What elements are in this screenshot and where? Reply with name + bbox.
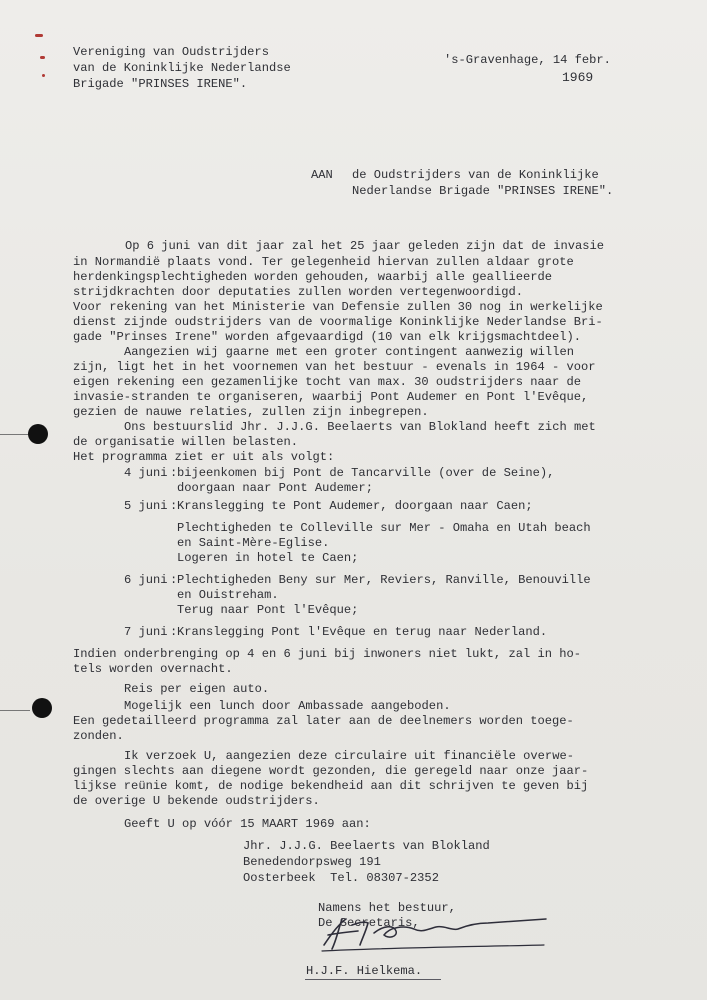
program-item: en Ouistreham. (177, 588, 279, 602)
signoff-line-2: De Secretaris, (318, 916, 420, 930)
body-line: herdenkingsplechtigheden worden gehouden, waarbij alle geallieerde (73, 270, 552, 284)
closing-line: Indien onderbrenging op 4 en 6 juni bij inwoners niet lukt, zal in ho- (73, 647, 582, 661)
program-item: Plechtigheden Beny sur Mer, Reviers, Ranville, Benouville (177, 573, 591, 587)
program-colon: : (170, 466, 178, 480)
program-item: en Saint-Mère-Eglise. (177, 536, 330, 550)
program-item: Terug naar Pont l'Evêque; (177, 603, 359, 617)
punch-hole (28, 424, 48, 444)
closing-line: tels worden overnacht. (73, 662, 233, 676)
red-mark (42, 74, 45, 77)
body-line: Voor rekening van het Ministerie van Defensie zullen 30 nog in werkelijke (73, 300, 603, 314)
program-item: Logeren in hotel te Caen; (177, 551, 359, 565)
signoff-line-1: Namens het bestuur, (318, 901, 456, 915)
signoff-name: H.J.F. Hielkema. (306, 964, 423, 978)
body-line: Ons bestuurslid Jhr. J.J.G. Beelaerts van Blokland heeft zich met (124, 420, 596, 434)
body-line: strijdkrachten door deputaties zullen worden vertegenwoordigd. (73, 285, 523, 299)
handwritten-signature (318, 905, 554, 957)
body-line: Het programma ziet er uit als volgt: (73, 450, 335, 464)
signoff-underline (305, 979, 441, 980)
closing-line: Ik verzoek U, aangezien deze circulaire uit financiële overwe- (124, 749, 574, 763)
body-line: dienst zijnde oudstrijders van de voormalige Koninklijke Nederlandse Bri- (73, 315, 603, 329)
program-colon: : (170, 499, 178, 513)
body-line: zijn, ligt het in het voornemen van het bestuur - evenals in 1964 - voor (73, 360, 596, 374)
body-line: Aangezien wij gaarne met een groter contingent aanwezig willen (124, 345, 574, 359)
contact-street: Benedendorpsweg 191 (243, 855, 381, 869)
addressee-label: AAN (311, 168, 333, 182)
closing-line: zonden. (73, 729, 124, 743)
closing-line: Geeft U op vóór 15 MAART 1969 aan: (124, 817, 371, 831)
sender-line-2: van de Koninklijke Nederlandse (73, 61, 291, 75)
closing-line: Een gedetailleerd programma zal later aan de deelnemers worden toege- (73, 714, 574, 728)
program-date: 4 juni (124, 466, 168, 480)
red-mark (40, 56, 45, 59)
contact-name: Jhr. J.J.G. Beelaerts van Blokland (243, 839, 490, 853)
program-colon: : (170, 625, 178, 639)
closing-line: lijkse reünie komt, de nodige bekendheid aan dit schrijven te geven bij (73, 779, 589, 793)
closing-line: Mogelijk een lunch door Ambassade aangeboden. (124, 699, 451, 713)
body-line: invasie-stranden te organiseren, waarbij Pont Audemer en Pont l'Evêque, (73, 390, 589, 404)
fold-line (0, 710, 30, 711)
program-item: Kranslegging Pont l'Evêque en terug naar Nederland. (177, 625, 548, 639)
body-line: gade "Prinses Irene" worden afgevaardigd (10 van elk krijgsmachtdeel). (73, 330, 582, 344)
addressee-line-1: de Oudstrijders van de Koninklijke (352, 168, 599, 182)
punch-hole (32, 698, 52, 718)
program-date: 5 juni (124, 499, 168, 513)
program-item: Plechtigheden te Colleville sur Mer - Omaha en Utah beach (177, 521, 591, 535)
closing-line: Reis per eigen auto. (124, 682, 270, 696)
date-place: 's-Gravenhage, 14 febr. (444, 53, 611, 67)
contact-city: Oosterbeek Tel. 08307-2352 (243, 871, 439, 885)
program-item: bijeenkomen bij Pont de Tancarville (over de Seine), (177, 466, 555, 480)
program-item: doorgaan naar Pont Audemer; (177, 481, 373, 495)
sender-line-3: Brigade "PRINSES IRENE". (73, 77, 248, 91)
fold-line (0, 434, 30, 435)
body-line: Op 6 juni van dit jaar zal het 25 jaar geleden zijn dat de invasie (125, 239, 604, 253)
program-item: Kranslegging te Pont Audemer, doorgaan naar Caen; (177, 499, 533, 513)
body-line: de organisatie willen belasten. (73, 435, 298, 449)
sender-line-1: Vereniging van Oudstrijders (73, 45, 269, 59)
body-line: in Normandië plaats vond. Ter gelegenheid hiervan zullen aldaar grote (73, 255, 574, 269)
closing-line: gingen slechts aan diegene wordt gezonden, die geregeld naar onze jaar- (73, 764, 589, 778)
body-line: eigen rekening een gezamenlijke tocht van max. 30 oudstrijders naar de (73, 375, 582, 389)
date-year: 1969 (562, 70, 594, 85)
program-date: 7 juni (124, 625, 168, 639)
program-date: 6 juni (124, 573, 168, 587)
body-line: gezien de nauwe relaties, zullen zijn inbegrepen. (73, 405, 429, 419)
addressee-line-2: Nederlandse Brigade "PRINSES IRENE". (352, 184, 614, 198)
program-colon: : (170, 573, 178, 587)
closing-line: de overige U bekende oudstrijders. (73, 794, 320, 808)
red-mark (35, 34, 43, 37)
